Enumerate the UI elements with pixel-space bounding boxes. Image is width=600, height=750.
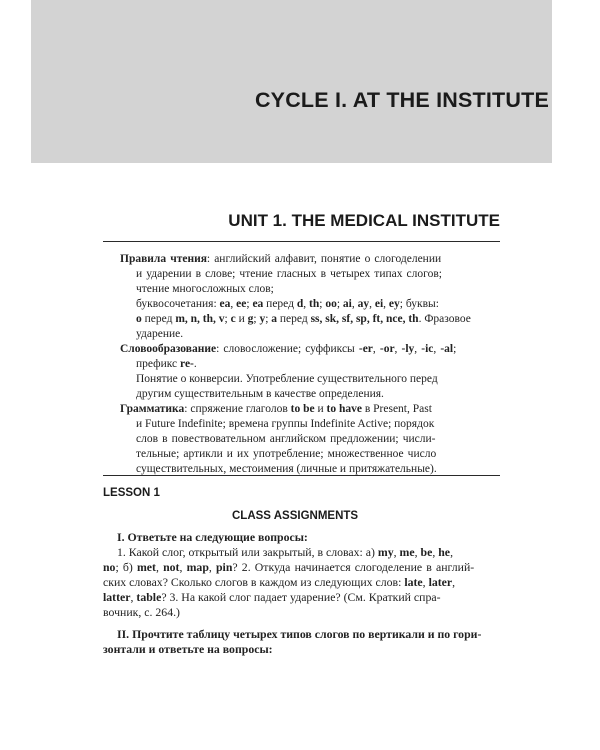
task-1-line: no; б) met, not, map, pin? 2. Откуда начинается слогоделение в англий- — [103, 560, 475, 574]
reading-rules-line: буквосочетания: ea, ee; ea перед d, th; oo; ai, ay, ei, ey; буквы: — [136, 298, 439, 310]
reading-rules-line: o перед m, n, th, v; c и g; y; a перед ss, sk, sf, sp, ft, nce, th. Фразовое — [136, 313, 471, 325]
cycle-header-band — [31, 0, 552, 163]
grammar-line: тельные; артикли и их употребление; множественное число — [136, 448, 437, 460]
grammar-line: Грамматика: спряжение глаголов to be и to have в Present, Past — [120, 403, 432, 415]
task-1-line: 1. Какой слог, открытый или закрытый, в словах: а) my, me, be, he, — [117, 545, 454, 559]
reading-rules-line: и ударении в слове; чтение гласных в четырех типах слогов; — [136, 268, 442, 280]
lesson-title: LESSON 1 — [103, 487, 160, 499]
task-2-heading: зонтали и ответьте на вопросы: — [103, 642, 273, 656]
reading-rules-label: Правила чтения — [120, 253, 207, 265]
unit-title: UNIT 1. THE MEDICAL INSTITUTE — [228, 211, 500, 230]
task-2-heading: II. Прочтите таблицу четырех типов слогов по вертикали и по гори- — [117, 627, 482, 641]
task-1-line: latter, table? 3. На какой слог падает ударение? (См. Краткий спра- — [103, 590, 441, 604]
grammar-line: и Future Indefinite; времена группы Indefinite Active; порядок — [136, 418, 435, 430]
task-1-line: ских словах? Сколько слогов в каждом из следующих слов: late, later, — [103, 575, 456, 589]
word-formation-line: другим существительным в качестве определения. — [136, 388, 384, 400]
grammar-line: существительных, местоимения (личные и притяжательные). — [136, 463, 437, 475]
overview-bottom-rule — [103, 475, 500, 476]
class-assignments-title: CLASS ASSIGNMENTS — [232, 510, 359, 522]
cycle-title: CYCLE I. AT THE INSTITUTE — [254, 88, 549, 112]
word-formation-line: Словообразование: словосложение; суффиксы -er, -or, -ly, -ic, -al; — [120, 343, 457, 355]
word-formation-line: Понятие о конверсии. Употребление существительного перед — [136, 373, 438, 385]
grammar-label: Грамматика — [120, 403, 185, 415]
word-formation-label: Словообразование — [120, 343, 217, 355]
task-1-heading: I. Ответьте на следующие вопросы: — [117, 530, 308, 544]
reading-rules-line: Правила чтения: английский алфавит, понятие о слогоделении — [120, 253, 442, 265]
reading-rules-line: чтение многосложных слов; — [136, 283, 274, 295]
grammar-line: слов в повествовательном английском предложении; числи- — [136, 433, 436, 445]
reading-rules-line: ударение. — [136, 328, 184, 340]
overview-top-rule — [103, 241, 500, 242]
word-formation-line: префикс re-. — [136, 358, 197, 370]
task-1-line: вочник, с. 264.) — [103, 605, 180, 619]
